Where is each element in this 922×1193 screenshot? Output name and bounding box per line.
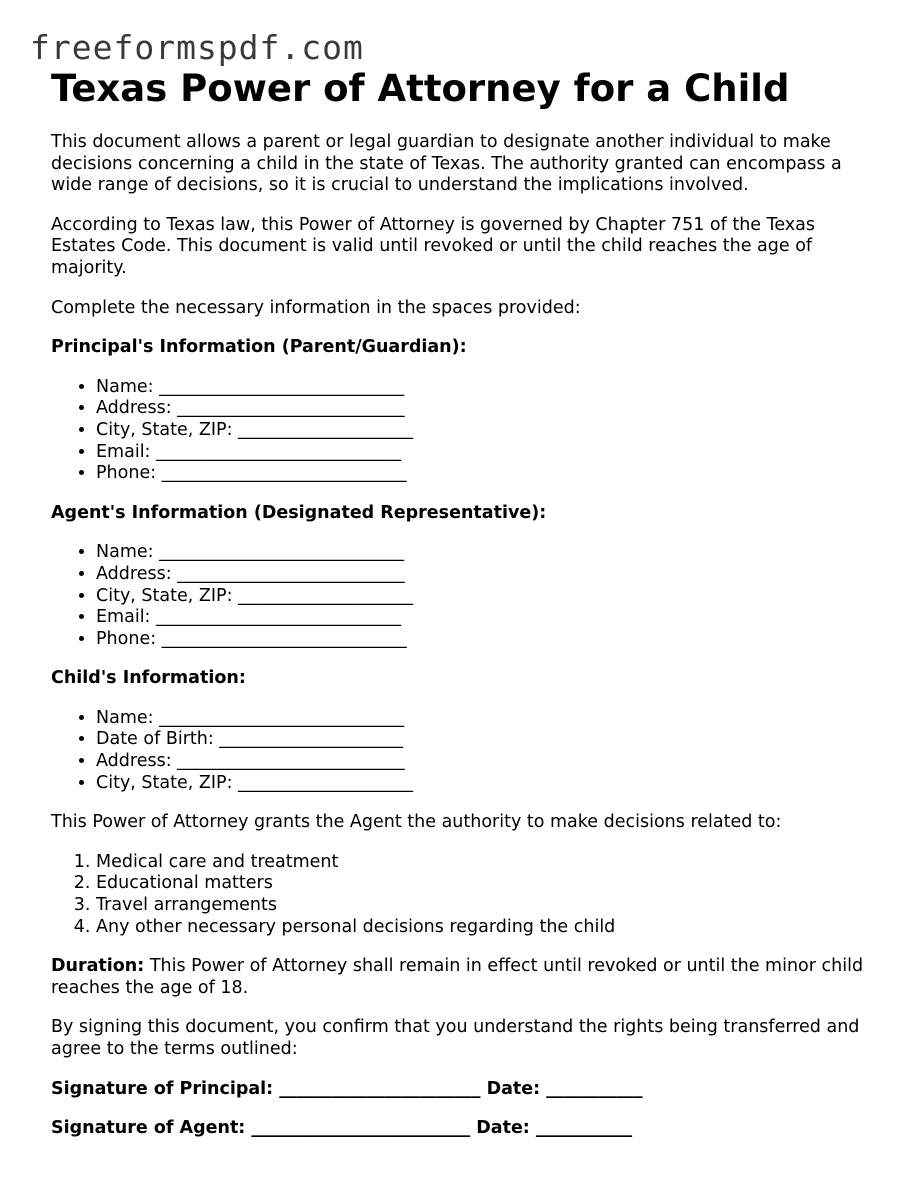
agent-name-field: • Name: ____________________________	[96, 542, 881, 564]
principal-phone-field: • Phone: ____________________________	[96, 463, 881, 485]
child-address-field: • Address: __________________________	[96, 751, 881, 773]
child-dob-field: • Date of Birth: _____________________	[96, 729, 881, 751]
powers-list	[51, 852, 881, 938]
child-city-field: • City, State, ZIP: ____________________	[96, 773, 881, 795]
power-item-education: 2. Educational matters	[96, 873, 881, 895]
principal-heading: Principal's Information (Parent/Guardian):	[51, 337, 467, 358]
law-paragraph: According to Texas law, this Power of Attorney is governed by Chapter 751 of the Texas Estates Code. This document is valid until revoked or until the child reaches the age of majority.	[51, 214, 815, 278]
grant-intro-paragraph: This Power of Attorney grants the Agent the authority to make decisions related to:	[51, 812, 782, 833]
child-heading: Child's Information:	[51, 668, 246, 689]
intro-paragraph: This document allows a parent or legal guardian to designate another individual to make decisions concerning a child in the state of Texas. The authority granted can encompass a wide range of decisions, so it is crucial to understand the implications involved.	[51, 132, 842, 196]
agent-city-field: • City, State, ZIP: ____________________	[96, 586, 881, 608]
principal-email-field: • Email: ____________________________	[96, 442, 881, 464]
agent-email-field: • Email: ____________________________	[96, 607, 881, 629]
power-item-travel: 3. Travel arrangements	[96, 895, 881, 917]
power-item-medical: 1. Medical care and treatment	[96, 852, 881, 874]
document-title: Texas Power of Attorney for a Child	[51, 67, 790, 110]
agent-signature-line: Signature of Agent: _________________________ Date: ___________	[51, 1118, 633, 1139]
duration-text: This Power of Attorney shall remain in effect until revoked or until the minor child reaches the age of 18.	[51, 956, 864, 998]
confirmation-paragraph: By signing this document, you confirm that you understand the rights being transferred and agree to the terms outlined:	[51, 1017, 860, 1059]
principal-name-field: • Name: ____________________________	[96, 377, 881, 399]
agent-phone-field: • Phone: ____________________________	[96, 629, 881, 651]
principal-city-field: • City, State, ZIP: ____________________	[96, 420, 881, 442]
instruction-paragraph: Complete the necessary information in the spaces provided:	[51, 297, 581, 318]
watermark: freeformspdf.com	[30, 28, 364, 67]
child-name-field: • Name: ____________________________	[96, 708, 881, 730]
child-fields-list	[51, 708, 881, 794]
agent-address-field: • Address: __________________________	[96, 564, 881, 586]
duration-label: Duration:	[51, 956, 145, 977]
document-body	[51, 66, 881, 1140]
agent-fields-list	[51, 542, 881, 650]
principal-fields-list	[51, 377, 881, 485]
agent-heading: Agent's Information (Designated Representative):	[51, 502, 547, 523]
duration-paragraph	[51, 956, 881, 999]
principal-address-field: • Address: __________________________	[96, 398, 881, 420]
principal-signature-line: Signature of Principal: _______________________ Date: ___________	[51, 1078, 643, 1099]
power-item-other: 4. Any other necessary personal decisions regarding the child	[96, 917, 881, 939]
